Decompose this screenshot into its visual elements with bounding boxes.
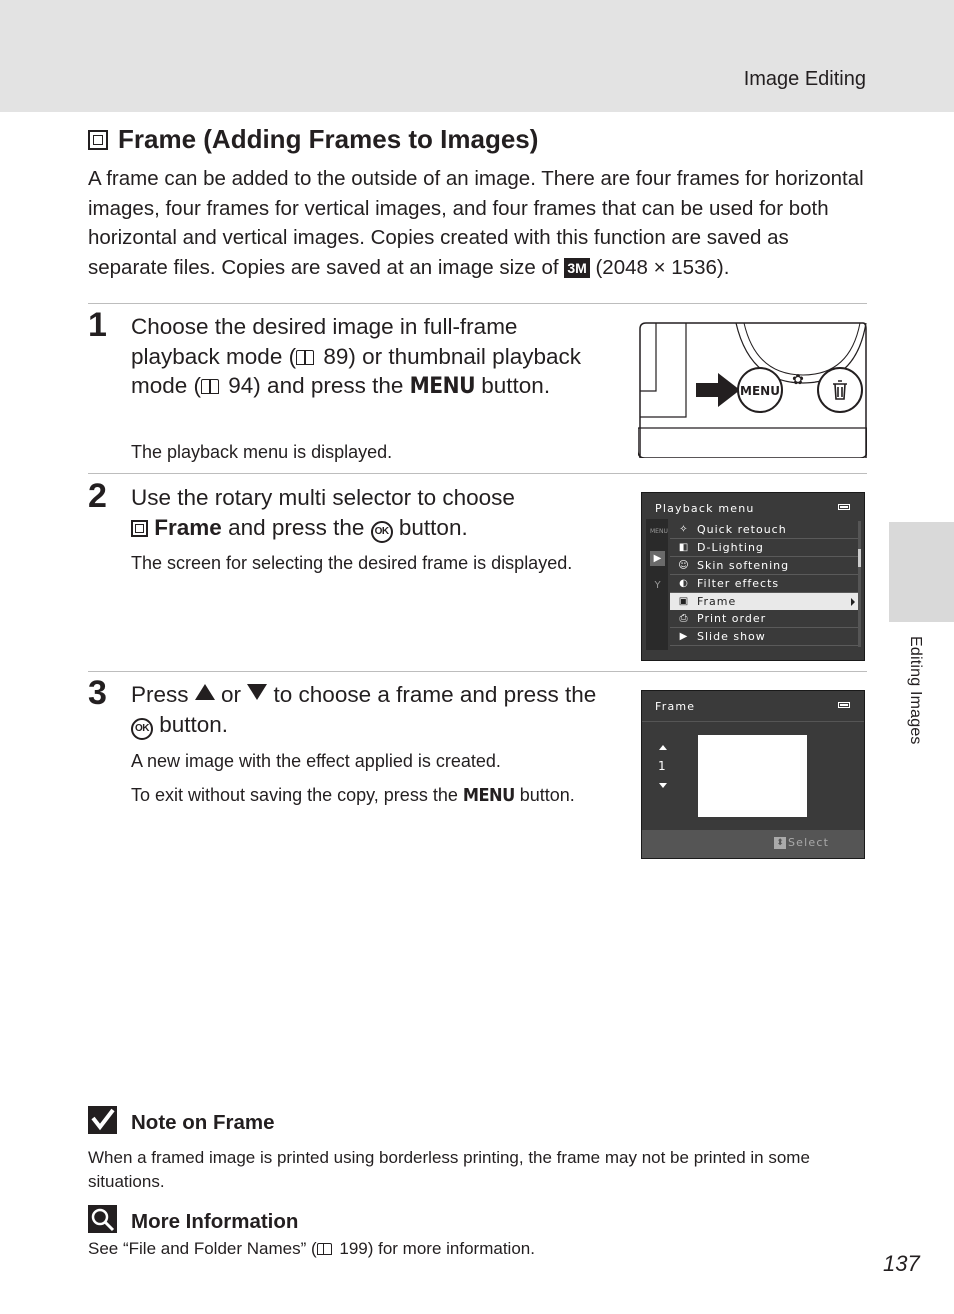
divider (88, 473, 867, 474)
note-body: When a framed image is printed using borderless printing, the frame may not be printed in some situations. (88, 1148, 810, 1191)
menu-tab-icon: MENU (650, 528, 668, 535)
menu-item-print-order[interactable] (670, 610, 858, 628)
checkmark-note-icon (88, 1106, 117, 1134)
divider (88, 671, 867, 672)
step-number: 3 (88, 674, 107, 712)
menu-button-glyph: MENU (462, 785, 515, 806)
step-3-exit-note (131, 784, 575, 807)
menu-item-label: Skin softening (697, 558, 790, 572)
playback-tab-icon: ▶ (650, 551, 665, 566)
menu-item-label: Print order (697, 612, 767, 626)
slide-show-icon: ▶ (679, 631, 689, 643)
frame-icon: ▣ (678, 595, 690, 607)
frame-keyword: Frame (154, 514, 222, 540)
intro-text-end: (2048 × 1536). (589, 255, 730, 279)
frame-select-screen (641, 690, 865, 859)
step-3-instruction (131, 680, 621, 740)
step-text: button. (153, 711, 229, 737)
step-text: Choose the desired image in full-frame playback mode ( (131, 314, 518, 369)
book-icon (296, 350, 314, 365)
menu-item-d-lighting[interactable] (670, 539, 858, 557)
menu-item-label: D-Lighting (697, 540, 764, 554)
image-size-icon: 3M (564, 258, 589, 278)
skin-softening-icon: ☺ (678, 559, 690, 571)
note-heading: Note on Frame (131, 1111, 275, 1134)
section-label: Image Editing (743, 68, 866, 90)
step-1-instruction (131, 312, 601, 402)
step-note-text: To exit without saving the copy, press the (131, 785, 463, 805)
menu-item-label: Filter effects (697, 576, 780, 590)
step-text: Use the rotary multi selector to choose (131, 485, 515, 510)
divider (88, 303, 867, 304)
filter-effects-icon: ◐ (679, 577, 689, 589)
step-note-text: button. (514, 785, 575, 805)
page-number: 137 (883, 1251, 920, 1276)
quick-retouch-icon: ✧ (679, 524, 689, 535)
menu-item-slide-show[interactable] (670, 628, 858, 646)
more-info-heading: More Information (131, 1210, 299, 1233)
frame-number: 1 (658, 759, 666, 773)
side-tab-label: Editing Images (907, 636, 924, 745)
more-info-text: 199) for more information. (334, 1239, 535, 1258)
side-tab (889, 522, 954, 622)
lcd-title: Frame (655, 700, 696, 713)
magnifier-info-icon (88, 1205, 117, 1233)
menu-item-label: Slide show (697, 630, 766, 644)
select-hint: Select (788, 836, 830, 849)
scrollbar[interactable] (858, 521, 861, 647)
frame-preview (698, 735, 807, 817)
battery-icon (838, 504, 850, 510)
pointer-arrow (696, 373, 740, 407)
step-text: 89) or thumbnail playback mode ( (131, 343, 581, 398)
down-arrow-icon[interactable] (659, 783, 667, 788)
down-arrow-icon (247, 684, 267, 700)
lcd-divider (642, 721, 864, 722)
playback-menu-screen (641, 492, 865, 661)
macro-icon: ✿ (792, 372, 804, 388)
up-arrow-icon[interactable] (659, 745, 667, 750)
step-text: button. (392, 514, 468, 540)
frame-icon (131, 520, 148, 537)
page-title (88, 124, 538, 155)
ok-button-glyph: OK (131, 718, 153, 740)
frame-icon (88, 130, 108, 150)
setup-tab-icon: Y (654, 580, 661, 591)
step-text: Press (131, 682, 195, 707)
intro-paragraph (88, 164, 868, 282)
delete-button (818, 368, 862, 412)
menu-item-label: Frame (697, 594, 737, 608)
up-arrow-icon (195, 684, 215, 700)
step-3-note: A new image with the effect applied is created. (131, 751, 501, 771)
step-text: or (214, 682, 248, 707)
more-info-text: See “File and Folder Names” ( (88, 1239, 317, 1258)
lcd-title: Playback menu (655, 502, 755, 515)
book-icon (317, 1243, 332, 1255)
step-number: 1 (88, 306, 107, 344)
more-info-body (88, 1237, 868, 1261)
selector-icon: ⬍ (774, 837, 786, 849)
lcd-bottom-bar (642, 830, 864, 858)
menu-button-glyph: MENU (409, 373, 476, 399)
menu-item-label: Quick retouch (697, 523, 787, 536)
menu-item-frame[interactable] (670, 593, 858, 611)
battery-icon (838, 702, 850, 708)
d-lighting-icon: ◧ (678, 541, 690, 553)
menu-item-quick-retouch[interactable] (670, 521, 858, 539)
header-band (0, 0, 954, 112)
step-1-note: The playback menu is displayed. (131, 442, 393, 462)
playback-menu-list (670, 521, 858, 646)
camera-illustration (638, 321, 867, 458)
scrollbar-thumb[interactable] (858, 549, 861, 567)
step-text: button. (475, 373, 551, 398)
ok-button-glyph: OK (371, 521, 393, 543)
step-2-instruction (131, 483, 611, 543)
book-icon (201, 379, 219, 394)
menu-item-skin-softening[interactable] (670, 557, 858, 575)
step-text: to choose a frame and press the (267, 682, 597, 707)
submenu-arrow-icon (851, 598, 855, 606)
menu-button-label: MENU (740, 384, 780, 398)
page-title-text: Frame (Adding Frames to Images) (118, 124, 539, 154)
menu-item-filter-effects[interactable] (670, 575, 858, 593)
step-2-note: The screen for selecting the desired frame is displayed. (131, 553, 573, 573)
step-number: 2 (88, 477, 107, 515)
lcd-sidebar (646, 519, 668, 650)
intro-text: A frame can be added to the outside of an image. There are four frames for horizontal images, four frames for vertical images, and four frames that can be used for both horizontal and vertical images. Copies created with this function are saved as separate files. Copies are saved at an image size of (88, 167, 864, 279)
step-text: and press the (221, 514, 371, 540)
print-order-icon: ⎙ (679, 613, 689, 625)
step-text: 94) and press the (222, 373, 410, 398)
